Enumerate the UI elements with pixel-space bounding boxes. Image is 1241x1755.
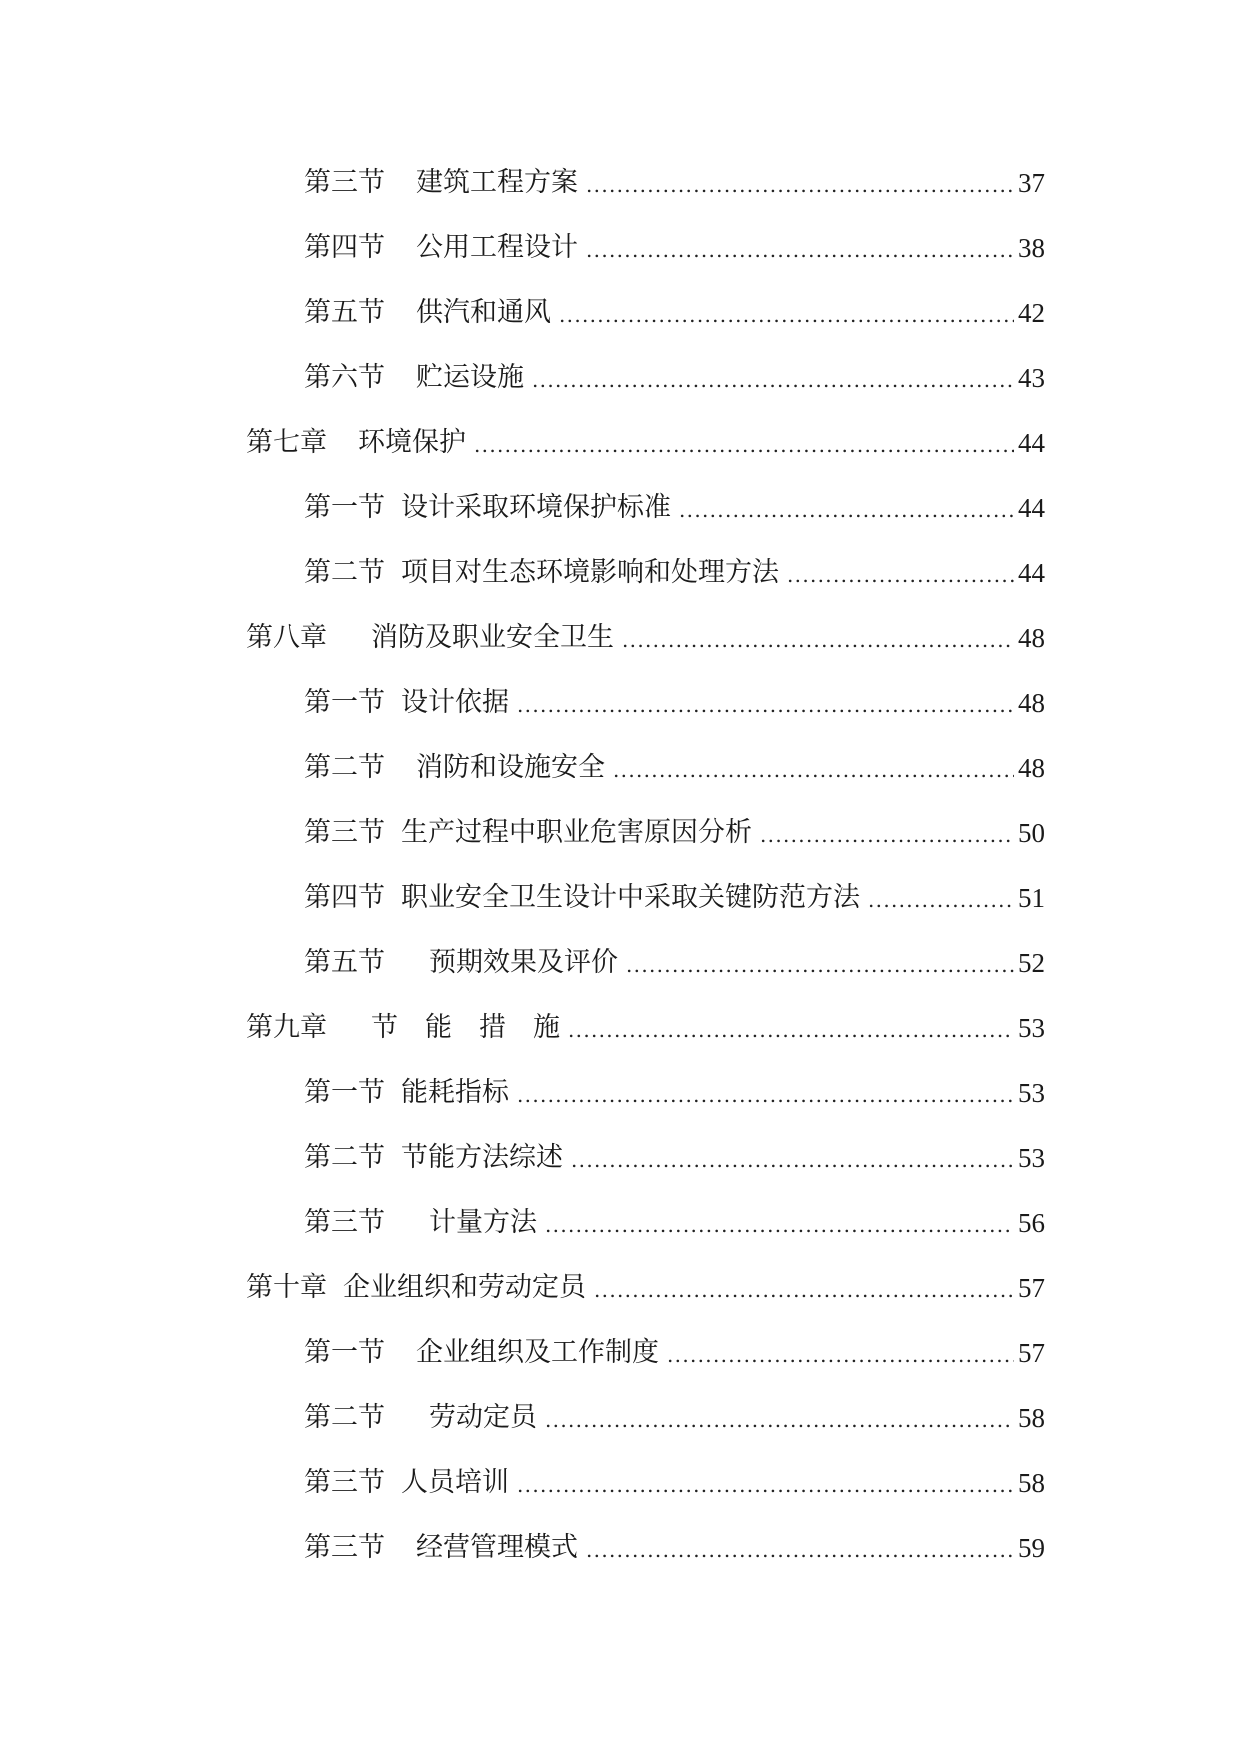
dot-leader xyxy=(868,882,1014,918)
entry-title: 节 能 措 施 xyxy=(371,1011,560,1043)
entry-title: 生产过程中职业危害原因分析 xyxy=(401,816,752,848)
dot-leader xyxy=(517,1077,1014,1113)
entry-label: 第四节 xyxy=(304,231,385,263)
entry-label: 第一节 xyxy=(304,491,385,523)
entry-page-number: 52 xyxy=(1018,947,1045,978)
entry-title: 环境保护 xyxy=(358,426,466,458)
entry-page-number: 43 xyxy=(1018,362,1045,393)
dot-leader xyxy=(679,492,1014,528)
entry-label: 第三节 xyxy=(304,1531,385,1563)
entry-label: 第五节 xyxy=(304,946,385,978)
toc-entry-section[interactable] xyxy=(0,865,1241,930)
dot-leader xyxy=(586,1532,1014,1568)
dot-leader xyxy=(626,947,1014,983)
toc-entry-section[interactable] xyxy=(0,150,1241,215)
entry-title: 建筑工程方案 xyxy=(416,166,578,198)
dot-leader xyxy=(613,752,1014,788)
dot-leader xyxy=(559,297,1014,333)
toc-entry-chapter[interactable] xyxy=(0,995,1241,1060)
toc-entry-section[interactable] xyxy=(0,280,1241,345)
entry-page-number: 44 xyxy=(1018,427,1045,458)
entry-label: 第一节 xyxy=(304,1336,385,1368)
toc-entry-section[interactable] xyxy=(0,1515,1241,1580)
entry-page-number: 44 xyxy=(1018,557,1045,588)
entry-title: 供汽和通风 xyxy=(416,296,551,328)
entry-title: 职业安全卫生设计中采取关键防范方法 xyxy=(401,881,860,913)
dot-leader xyxy=(517,687,1014,723)
entry-page-number: 51 xyxy=(1018,882,1045,913)
entry-label: 第三节 xyxy=(304,816,385,848)
entry-page-number: 57 xyxy=(1018,1272,1045,1303)
entry-page-number: 57 xyxy=(1018,1337,1045,1368)
entry-page-number: 53 xyxy=(1018,1012,1045,1043)
toc-entry-section[interactable] xyxy=(0,1320,1241,1385)
entry-page-number: 48 xyxy=(1018,622,1045,653)
entry-page-number: 58 xyxy=(1018,1467,1045,1498)
toc-entry-section[interactable] xyxy=(0,800,1241,865)
entry-title: 计量方法 xyxy=(429,1206,537,1238)
entry-page-number: 37 xyxy=(1018,167,1045,198)
entry-label: 第二节 xyxy=(304,751,385,783)
entry-page-number: 44 xyxy=(1018,492,1045,523)
entry-page-number: 53 xyxy=(1018,1142,1045,1173)
dot-leader xyxy=(517,1467,1014,1503)
dot-leader xyxy=(474,427,1014,463)
dot-leader xyxy=(787,557,1014,593)
toc-entry-section[interactable] xyxy=(0,735,1241,800)
toc-entry-section[interactable] xyxy=(0,475,1241,540)
dot-leader xyxy=(545,1402,1014,1438)
entry-label: 第七章 xyxy=(246,426,327,458)
toc-entry-section[interactable] xyxy=(0,1125,1241,1190)
entry-title: 消防及职业安全卫生 xyxy=(371,621,614,653)
entry-label: 第二节 xyxy=(304,556,385,588)
entry-label: 第三节 xyxy=(304,1466,385,1498)
entry-title: 预期效果及评价 xyxy=(429,946,618,978)
toc-entry-section[interactable] xyxy=(0,1450,1241,1515)
entry-title: 项目对生态环境影响和处理方法 xyxy=(401,556,779,588)
entry-title: 设计依据 xyxy=(401,686,509,718)
dot-leader xyxy=(760,817,1014,853)
entry-label: 第三节 xyxy=(304,166,385,198)
entry-title: 人员培训 xyxy=(401,1466,509,1498)
entry-title: 能耗指标 xyxy=(401,1076,509,1108)
entry-page-number: 38 xyxy=(1018,232,1045,263)
entry-title: 设计采取环境保护标准 xyxy=(401,491,671,523)
dot-leader xyxy=(594,1272,1014,1308)
toc-entry-section[interactable] xyxy=(0,930,1241,995)
entry-title: 企业组织和劳动定员 xyxy=(343,1271,586,1303)
entry-label: 第九章 xyxy=(246,1011,327,1043)
entry-page-number: 53 xyxy=(1018,1077,1045,1108)
entry-label: 第二节 xyxy=(304,1141,385,1173)
entry-page-number: 42 xyxy=(1018,297,1045,328)
toc-entry-section[interactable] xyxy=(0,540,1241,605)
dot-leader xyxy=(622,622,1014,658)
entry-title: 贮运设施 xyxy=(416,361,524,393)
entry-label: 第一节 xyxy=(304,1076,385,1108)
entry-page-number: 48 xyxy=(1018,752,1045,783)
entry-page-number: 59 xyxy=(1018,1532,1045,1563)
toc-entry-section[interactable] xyxy=(0,1190,1241,1255)
entry-page-number: 58 xyxy=(1018,1402,1045,1433)
entry-label: 第五节 xyxy=(304,296,385,328)
dot-leader xyxy=(586,232,1014,268)
toc-entry-chapter[interactable] xyxy=(0,410,1241,475)
toc-entry-section[interactable] xyxy=(0,670,1241,735)
entry-title: 消防和设施安全 xyxy=(416,751,605,783)
entry-title: 企业组织及工作制度 xyxy=(416,1336,659,1368)
toc-entry-chapter[interactable] xyxy=(0,1255,1241,1320)
entry-title: 经营管理模式 xyxy=(416,1531,578,1563)
entry-page-number: 50 xyxy=(1018,817,1045,848)
toc-entry-section[interactable] xyxy=(0,215,1241,280)
entry-page-number: 56 xyxy=(1018,1207,1045,1238)
dot-leader xyxy=(586,167,1014,203)
toc-entry-section[interactable] xyxy=(0,345,1241,410)
entry-label: 第八章 xyxy=(246,621,327,653)
entry-page-number: 48 xyxy=(1018,687,1045,718)
entry-label: 第三节 xyxy=(304,1206,385,1238)
dot-leader xyxy=(568,1012,1014,1048)
toc-entry-chapter[interactable] xyxy=(0,605,1241,670)
entry-label: 第四节 xyxy=(304,881,385,913)
toc-entry-section[interactable] xyxy=(0,1060,1241,1125)
dot-leader xyxy=(571,1142,1014,1178)
entry-title: 劳动定员 xyxy=(429,1401,537,1433)
dot-leader xyxy=(545,1207,1014,1243)
entry-label: 第一节 xyxy=(304,686,385,718)
entry-label: 第六节 xyxy=(304,361,385,393)
dot-leader xyxy=(532,362,1014,398)
dot-leader xyxy=(667,1337,1014,1373)
entry-title: 节能方法综述 xyxy=(401,1141,563,1173)
table-of-contents xyxy=(0,150,1241,1580)
entry-label: 第十章 xyxy=(246,1271,327,1303)
toc-entry-section[interactable] xyxy=(0,1385,1241,1450)
entry-label: 第二节 xyxy=(304,1401,385,1433)
entry-title: 公用工程设计 xyxy=(416,231,578,263)
